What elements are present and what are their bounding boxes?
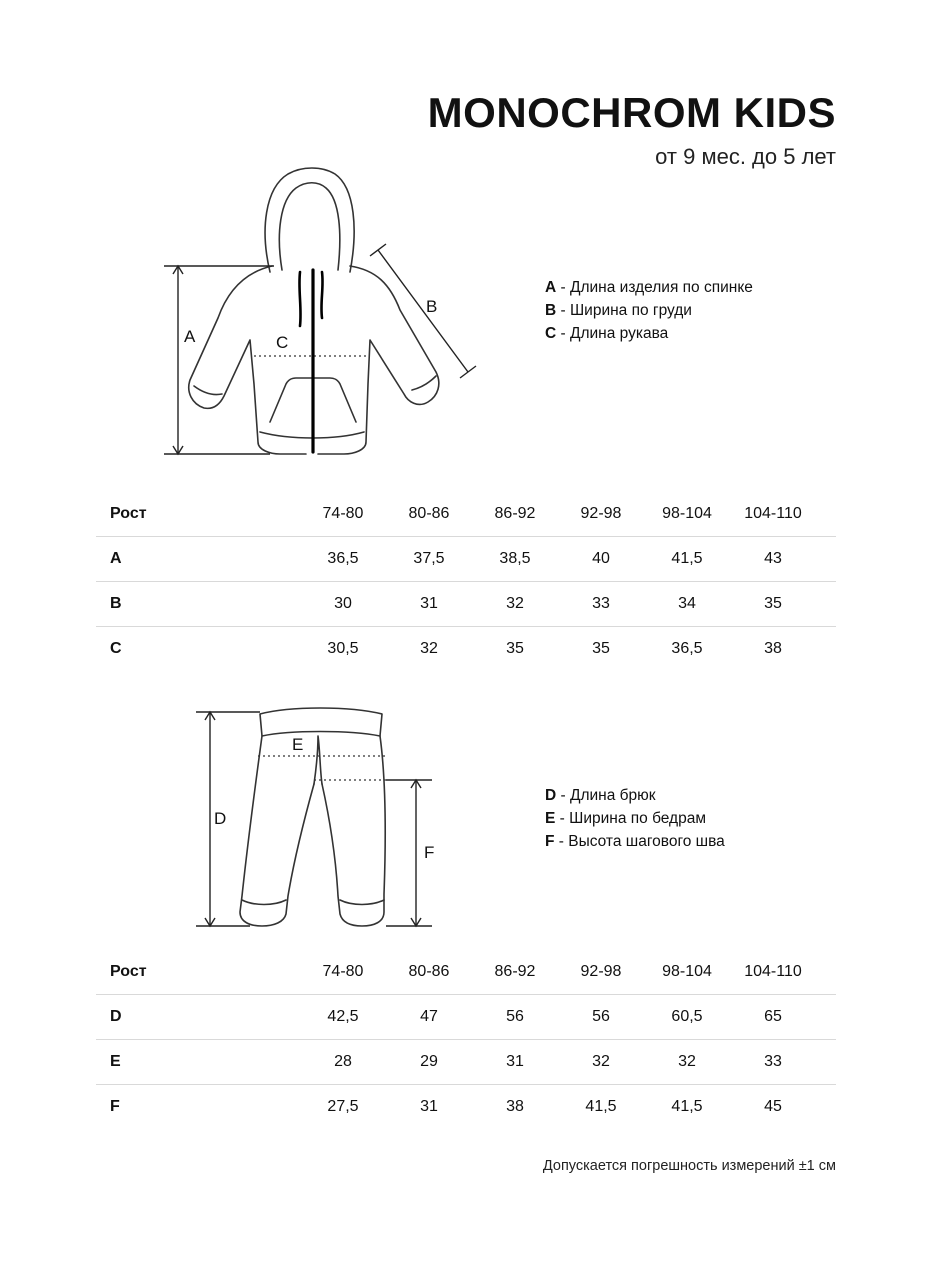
size-header: 86-92 (494, 505, 536, 522)
table-cell: 43 (764, 550, 782, 567)
table-cell: 35 (506, 640, 524, 657)
table-row (96, 627, 836, 671)
size-header: 86-92 (494, 963, 536, 980)
table-cell: 30,5 (327, 640, 359, 657)
table-cell: 31 (506, 1053, 524, 1070)
table-cell: 41,5 (585, 1098, 617, 1115)
table-cell: 60,5 (671, 1008, 703, 1025)
table-cell: 32 (678, 1053, 696, 1070)
dimension-label-a: A (184, 327, 196, 346)
row-label: D (110, 1008, 122, 1025)
table-cell: 30 (334, 595, 352, 612)
dimension-label-c: C (276, 333, 289, 352)
table-cell: 34 (678, 595, 696, 612)
table-cell: 40 (592, 550, 610, 567)
table-cell: 35 (764, 595, 782, 612)
table-row (96, 582, 836, 627)
measurement-tolerance-note: Допускается погрешность измерений ±1 см (542, 1158, 836, 1174)
brand-title: MONOCHROM KIDS (427, 89, 836, 136)
table-cell: 56 (592, 1008, 610, 1025)
height-header: Рост (110, 505, 147, 522)
pants-diagram (190, 700, 450, 940)
hoodie-legend (545, 276, 753, 345)
table-cell: 28 (334, 1053, 352, 1070)
row-label: F (110, 1098, 120, 1115)
pants-outline (240, 708, 386, 926)
table-cell: 29 (420, 1053, 438, 1070)
table-cell: 35 (592, 640, 610, 657)
table-cell: 38 (506, 1098, 524, 1115)
dimension-line-b (370, 244, 476, 378)
dimension-label-f: F (424, 843, 435, 862)
row-label: E (110, 1053, 121, 1070)
table-cell: 38 (764, 640, 782, 657)
pants-legend (545, 784, 725, 853)
table-cell: 31 (420, 1098, 438, 1115)
dimension-label-d: D (214, 809, 227, 828)
hoodie-drawcord-left (299, 272, 300, 326)
row-label: A (110, 550, 122, 567)
size-header: 92-98 (580, 963, 622, 980)
table-cell: 32 (506, 595, 524, 612)
size-header: 80-86 (408, 505, 450, 522)
size-header: 80-86 (408, 963, 450, 980)
dimension-label-e: E (292, 735, 304, 754)
hoodie-drawcord-right (321, 272, 322, 318)
size-header: 74-80 (322, 963, 364, 980)
table-cell: 42,5 (327, 1008, 359, 1025)
table-row (96, 1085, 836, 1129)
brand-header (427, 89, 836, 170)
size-header: 98-104 (662, 963, 712, 980)
table-cell: 36,5 (671, 640, 703, 657)
table-cell: 33 (764, 1053, 782, 1070)
table-cell: 41,5 (671, 550, 703, 567)
legend-item-e: E - Ширина по бедрам (545, 810, 706, 827)
table-cell: 27,5 (327, 1098, 359, 1115)
row-label: C (110, 640, 122, 657)
row-label: B (110, 595, 122, 612)
table-cell: 32 (420, 640, 438, 657)
height-header: Рост (110, 963, 147, 980)
size-header: 92-98 (580, 505, 622, 522)
dimension-label-b: B (426, 297, 438, 316)
hoodie-diagram (150, 160, 480, 470)
table-cell: 41,5 (671, 1098, 703, 1115)
size-header: 98-104 (662, 505, 712, 522)
brand-subtitle: от 9 мес. до 5 лет (655, 144, 836, 169)
table-cell: 32 (592, 1053, 610, 1070)
table-row (96, 537, 836, 582)
size-header: 104-110 (744, 505, 802, 522)
table-cell: 47 (420, 1008, 438, 1025)
table-row (96, 995, 836, 1040)
legend-item-c: C - Длина рукава (545, 325, 669, 342)
table-header-row (96, 950, 836, 995)
pants-size-table (96, 950, 836, 1129)
table-cell: 65 (764, 1008, 782, 1025)
hoodie-size-table (96, 492, 836, 671)
table-cell: 37,5 (413, 550, 445, 567)
legend-item-b: B - Ширина по груди (545, 302, 692, 319)
size-header: 74-80 (322, 505, 364, 522)
table-cell: 33 (592, 595, 610, 612)
table-row (96, 1040, 836, 1085)
legend-item-a: A - Длина изделия по спинке (545, 279, 753, 296)
table-cell: 36,5 (327, 550, 359, 567)
table-cell: 45 (764, 1098, 782, 1115)
legend-item-d: D - Длина брюк (545, 787, 656, 804)
size-header: 104-110 (744, 963, 802, 980)
table-cell: 31 (420, 595, 438, 612)
table-cell: 38,5 (499, 550, 531, 567)
legend-item-f: F - Высота шагового шва (545, 833, 725, 850)
table-cell: 56 (506, 1008, 524, 1025)
table-header-row (96, 492, 836, 537)
